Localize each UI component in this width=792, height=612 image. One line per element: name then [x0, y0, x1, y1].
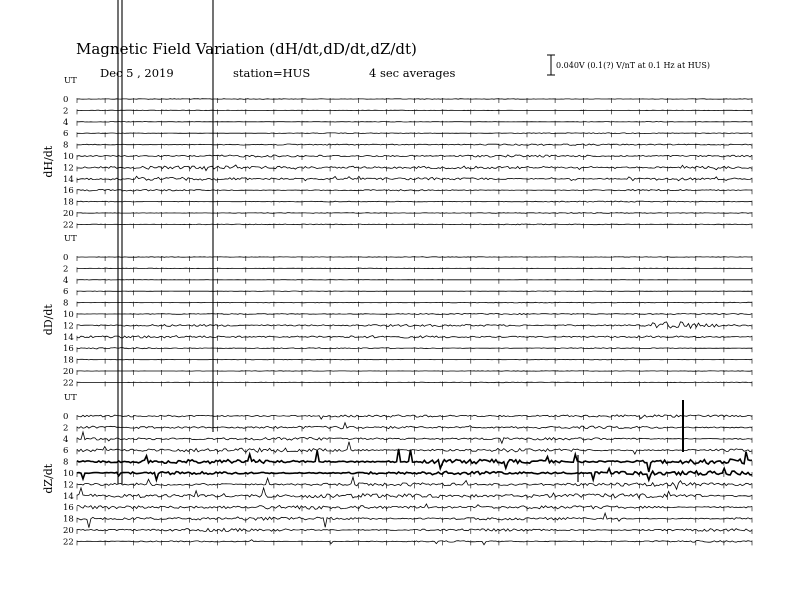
- row-label: 22: [63, 537, 74, 548]
- row-label: 12: [63, 480, 74, 491]
- hour-ticks: [77, 201, 752, 206]
- row-label: 18: [63, 514, 74, 525]
- y-axis-label: dD/dt: [42, 304, 55, 336]
- row-label: 8: [63, 457, 69, 468]
- trace-18ut: [77, 359, 752, 360]
- ut-label: UT: [64, 234, 77, 244]
- row-label: 16: [63, 186, 74, 197]
- row-label: 14: [63, 491, 74, 502]
- row-label: 22: [63, 220, 74, 231]
- row-label: 14: [63, 174, 74, 185]
- row-label: 6: [63, 287, 69, 298]
- y-axis-label: dZ/dt: [42, 463, 55, 494]
- row-label: 18: [63, 355, 74, 366]
- row-label: 16: [63, 344, 74, 355]
- y-axis-label: dH/dt: [42, 145, 55, 178]
- scale-bar: [547, 55, 710, 75]
- row-label: 10: [63, 152, 74, 162]
- panels: [42, 0, 752, 547]
- panel-dH-dt: [42, 76, 752, 230]
- row-label: 20: [63, 209, 74, 219]
- row-label: 20: [63, 367, 74, 377]
- date-label: Dec 5 , 2019: [100, 66, 174, 80]
- trace-22ut: [77, 224, 752, 225]
- row-label: 4: [63, 434, 69, 445]
- row-label: 10: [63, 469, 74, 479]
- row-label: 0: [63, 412, 69, 422]
- row-label: 6: [63, 129, 69, 140]
- row-label: 14: [63, 332, 74, 343]
- station-label: station=HUS: [233, 66, 311, 80]
- row-label: 18: [63, 197, 74, 208]
- row-label: 4: [63, 117, 69, 128]
- row-label: 12: [63, 163, 74, 174]
- row-label: 22: [63, 378, 74, 389]
- row-label: 10: [63, 310, 74, 320]
- row-label: 2: [63, 423, 69, 434]
- row-label: 8: [63, 298, 69, 309]
- row-label: 6: [63, 446, 69, 457]
- row-label: 16: [63, 503, 74, 514]
- row-label: 8: [63, 140, 69, 151]
- trace-20ut: [77, 213, 752, 214]
- chart-title: Magnetic Field Variation (dH/dt,dD/dt,dZ/dt): [76, 40, 417, 58]
- row-label: 4: [63, 275, 69, 286]
- averaging-label: 4 sec averages: [369, 66, 456, 80]
- trace-4ut: [77, 122, 752, 123]
- row-label: 0: [63, 95, 69, 105]
- row-label: 20: [63, 526, 74, 536]
- ut-label: UT: [64, 393, 77, 403]
- panel-dD-dt: [42, 234, 752, 388]
- row-label: 2: [63, 106, 69, 117]
- row-label: 12: [63, 321, 74, 332]
- row-label: 2: [63, 264, 69, 275]
- row-label: 0: [63, 253, 69, 263]
- panel-dZ-dt: [42, 393, 752, 547]
- trace-6ut: [77, 133, 752, 134]
- trace-8ut: [77, 302, 752, 303]
- scale-bar-label: 0.040V (0.1(?) V/nT at 0.1 Hz at HUS): [556, 61, 711, 70]
- ut-label: UT: [64, 76, 77, 86]
